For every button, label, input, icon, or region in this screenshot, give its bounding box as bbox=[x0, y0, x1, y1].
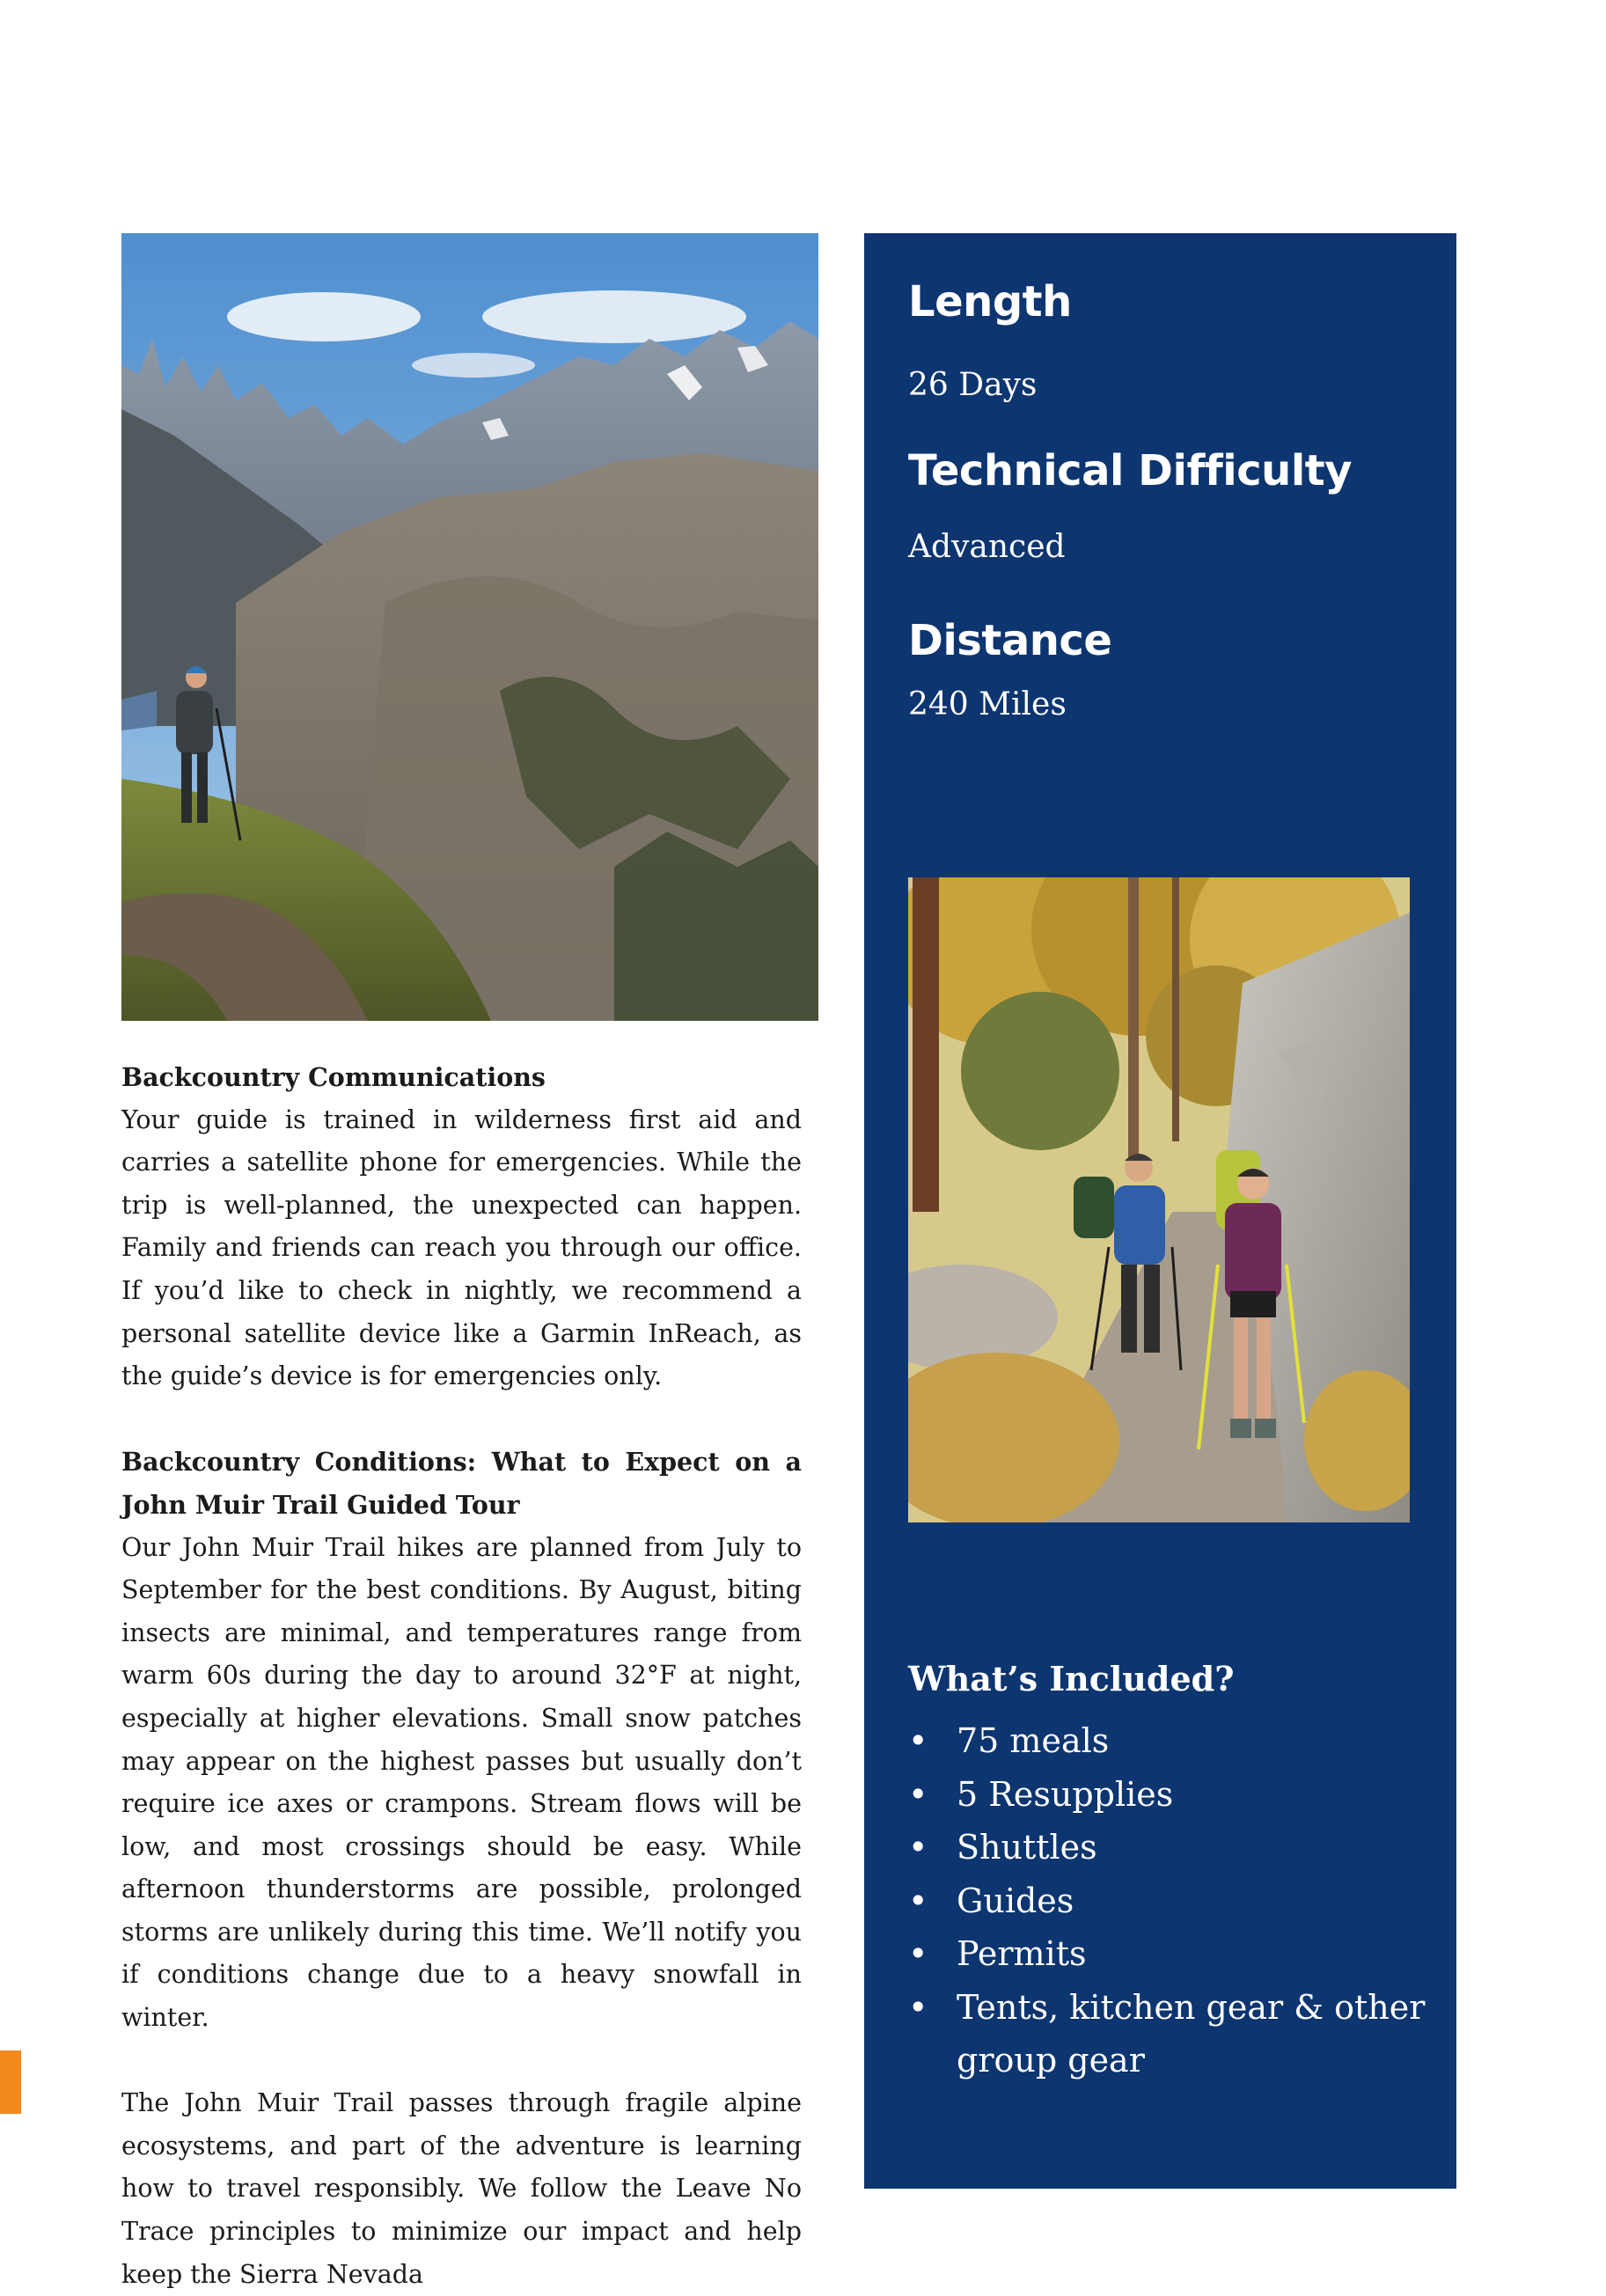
conditions-heading: Backcountry Conditions: What to Expect on a John Muir Trail Guided Tour bbox=[121, 1447, 802, 1520]
included-list bbox=[908, 1714, 1436, 2087]
article-body bbox=[121, 1056, 802, 2296]
included-item: • Shuttles bbox=[908, 1821, 1436, 1874]
page-accent-bar bbox=[0, 2050, 21, 2114]
included-item: • Tents, kitchen gear & other group gear bbox=[908, 1981, 1436, 2087]
length-value: 26 Days bbox=[908, 367, 1038, 403]
distance-value: 240 Miles bbox=[908, 686, 1067, 723]
included-item: • Permits bbox=[908, 1927, 1436, 1981]
difficulty-heading: Technical Difficulty bbox=[908, 446, 1353, 495]
mountain-landscape-photo bbox=[121, 233, 818, 1021]
conditions-paragraph: Our John Muir Trail hikes are planned from July to September for the best conditions. By August, biting insects are minimal, and temperatures range from warm 60s during the day to around 32°F at night, especially at higher elevations. Small snow patches may appear on the highest passes but usually don’t require ice axes or crampons. Stream flows will be low, and most crossings should be easy. While afternoon thunderstorms are possible, prolonged storms are unlikely during this time. We’ll notify you if conditions change due to a heavy snowfall in winter. bbox=[121, 1532, 802, 2033]
distance-heading: Distance bbox=[908, 616, 1112, 665]
hikers-photo bbox=[908, 877, 1410, 1522]
paragraph-spacer bbox=[121, 2040, 802, 2083]
communications-heading: Backcountry Communications bbox=[121, 1062, 546, 1092]
communications-paragraph: Your guide is trained in wilderness first aid and carries a satellite phone for emergencies. While the trip is well-planned, the unexpected can happen. Family and friends can reach you through our office. If you’d like to check in nightly, we recommend a personal satellite device like a Garmin InReach, as the guide’s device is for emergencies only. bbox=[121, 1104, 802, 1391]
whats-included-heading: What’s Included? bbox=[908, 1659, 1235, 1698]
difficulty-value: Advanced bbox=[908, 529, 1066, 565]
included-item: • 75 meals bbox=[908, 1714, 1436, 1768]
included-item: • 5 Resupplies bbox=[908, 1768, 1436, 1822]
paragraph-spacer bbox=[121, 1398, 802, 1441]
included-item: • Guides bbox=[908, 1874, 1436, 1928]
length-heading: Length bbox=[908, 277, 1072, 326]
leave-no-trace-paragraph: The John Muir Trail passes through fragile alpine ecosystems, and part of the adventure is learning how to travel responsibly. We follow the Leave No Trace principles to minimize our impact and help keep the Sierra Nevada bbox=[121, 2088, 802, 2289]
